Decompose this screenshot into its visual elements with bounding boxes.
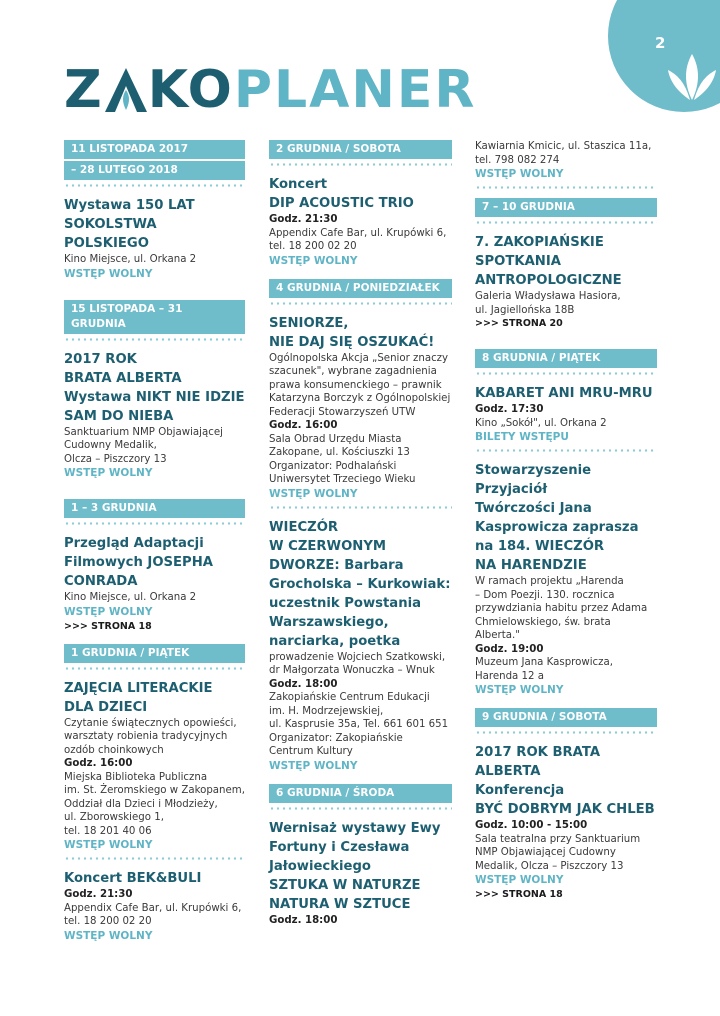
event-venue: tel. 18 200 02 20 bbox=[269, 241, 357, 252]
event-dip-acoustic-trio bbox=[269, 140, 452, 269]
event-time: Godz. 16:00 bbox=[64, 758, 133, 769]
event-wystawa-sokolstwa bbox=[64, 140, 245, 282]
event-venue: Olcza – Piszczory 13 bbox=[64, 453, 167, 465]
event-title: Twórczości Jana bbox=[475, 501, 592, 516]
event-title: uczestnik Powstania bbox=[269, 595, 422, 611]
event-title: CONRADA bbox=[64, 574, 138, 589]
dotted-divider bbox=[475, 449, 657, 452]
dotted-divider bbox=[269, 807, 452, 810]
event-time: Godz. 21:30 bbox=[269, 214, 338, 225]
column-1 bbox=[64, 140, 245, 944]
event-venue: im. H. Modrzejewskiej, bbox=[269, 705, 384, 717]
dotted-divider bbox=[269, 506, 452, 509]
event-venue: Appendix Cafe Bar, ul. Krupówki 6, bbox=[64, 902, 242, 914]
event-title: Stowarzyszenie Przyjaciół bbox=[475, 463, 592, 497]
event-title: DWORZE: Barbara bbox=[269, 557, 404, 573]
entry-label: WSTĘP WOLNY bbox=[475, 684, 564, 696]
event-title: 2017 ROK BRATA bbox=[475, 745, 601, 760]
event-venue: Organizator: Zakopiańskie bbox=[269, 732, 403, 744]
event-title: SZTUKA W NATURZE bbox=[269, 877, 421, 893]
event-venue: Kino „Sokół", ul. Orkana 2 bbox=[475, 417, 607, 429]
entry-label: WSTĘP WOLNY bbox=[269, 759, 358, 772]
event-wieczor-na-harendzie bbox=[475, 461, 657, 698]
event-venue: tel. 18 200 02 20 bbox=[64, 916, 152, 927]
event-title: 2017 ROK bbox=[64, 351, 137, 367]
event-time: Godz. 18:00 bbox=[269, 914, 338, 926]
event-venue: Cudowny Medalik, bbox=[64, 440, 157, 451]
event-title: ANTROPOLOGICZNE bbox=[475, 273, 622, 288]
event-venue: Oddział dla Dzieci i Młodzieży, bbox=[64, 798, 218, 810]
event-time: Godz. 10:00 - 15:00 bbox=[475, 820, 588, 831]
event-title: Warszawskiego, bbox=[269, 614, 389, 630]
entry-label: BILETY WSTĘPU bbox=[475, 431, 569, 443]
event-title: BRATA ALBERTA bbox=[64, 370, 182, 386]
logo-a-leaf-icon bbox=[103, 66, 149, 114]
event-continued bbox=[475, 140, 657, 182]
event-title: SAM DO NIEBA bbox=[64, 408, 174, 424]
event-venue: tel. 18 201 40 06 bbox=[64, 825, 152, 837]
event-venue: Sala teatralna przy Sanktuarium bbox=[475, 833, 641, 845]
dotted-divider bbox=[64, 857, 245, 860]
event-title: ZAJĘCIA LITERACKIE bbox=[64, 680, 213, 696]
event-description: prowadzenie Wojciech Szatkowski, bbox=[269, 651, 446, 663]
event-venue: Organizator: Podhalański bbox=[269, 460, 397, 472]
event-title: DLA DZIECI bbox=[64, 699, 148, 715]
event-title: SPOTKANIA bbox=[475, 254, 561, 269]
event-description: Federacji Stowarzyszeń UTW bbox=[269, 406, 416, 418]
event-description: W ramach projektu „Harenda bbox=[475, 576, 624, 587]
event-title: DIP ACOUSTIC TRIO bbox=[269, 196, 414, 211]
event-venue: Appendix Cafe Bar, ul. Krupówki 6, bbox=[269, 227, 447, 239]
event-venue: Centrum Kultury bbox=[269, 746, 353, 757]
date-bar: 1 – 3 GRUDNIA bbox=[64, 499, 245, 518]
event-spotkania-antropologiczne bbox=[475, 198, 657, 331]
event-description: – Dom Poezji. 130. rocznica bbox=[475, 589, 615, 601]
event-venue: ul. Jagiellońska 18B bbox=[475, 304, 575, 316]
event-title: Filmowych JOSEPHA bbox=[64, 555, 213, 570]
event-wieczor-czerwony-dwor bbox=[269, 518, 452, 774]
event-venue: ul. Zborowskiego 1, bbox=[64, 812, 164, 823]
event-venue: tel. 798 082 274 bbox=[475, 154, 560, 166]
entry-label: WSTĘP WOLNY bbox=[475, 168, 564, 180]
zakoplaner-logo bbox=[64, 60, 476, 120]
page-reference: >>> STRONA 18 bbox=[64, 620, 152, 632]
event-venue: Kino Miejsce, ul. Orkana 2 bbox=[64, 592, 197, 603]
event-time: Godz. 17:30 bbox=[475, 404, 544, 415]
entry-label: WSTĘP WOLNY bbox=[64, 929, 153, 942]
date-bar: 4 GRUDNIA / PONIEDZIAŁEK bbox=[269, 279, 452, 298]
event-title: WIECZÓR bbox=[269, 519, 339, 535]
event-przeglad-conrada bbox=[64, 499, 245, 634]
event-kabaret bbox=[475, 349, 657, 445]
event-venue: Zakopane, ul. Kościuszki 13 bbox=[269, 447, 410, 458]
event-seniorze bbox=[269, 279, 452, 502]
event-venue: Harenda 12 a bbox=[475, 670, 544, 682]
event-venue: Galeria Władysława Hasiora, bbox=[475, 291, 621, 302]
event-wernisaz bbox=[269, 784, 452, 928]
column-3 bbox=[475, 140, 657, 902]
page-number: 2 bbox=[655, 34, 666, 52]
event-title: Fortuny i Czesława bbox=[269, 839, 410, 855]
entry-label: WSTĘP WOLNY bbox=[64, 605, 153, 618]
event-zajecia-literackie bbox=[64, 644, 245, 854]
dotted-divider bbox=[64, 184, 245, 187]
date-bar: 6 GRUDNIA / ŚRODA bbox=[269, 784, 452, 803]
event-venue: Sala Obrad Urzędu Miasta bbox=[269, 433, 402, 445]
event-description: Katarzyna Borczyk z Ogólnopolskiej bbox=[269, 393, 451, 404]
event-venue: Kawiarnia Kmicic, ul. Staszica 11a, bbox=[475, 141, 652, 152]
event-title: KABARET ANI MRU-MRU bbox=[475, 386, 653, 401]
event-description: Ogólnopolska Akcja „Senior znaczy bbox=[269, 352, 449, 364]
event-title: SENIORZE, bbox=[269, 315, 349, 331]
dotted-divider bbox=[475, 731, 657, 734]
event-venue: Miejska Biblioteka Publiczna bbox=[64, 771, 208, 783]
event-venue: Muzeum Jana Kasprowicza, bbox=[475, 657, 613, 668]
event-time: Godz. 19:00 bbox=[475, 643, 544, 655]
event-description: Czytanie świątecznych opowieści, bbox=[64, 717, 237, 729]
leaf-icon bbox=[664, 40, 720, 102]
dotted-divider bbox=[269, 302, 452, 305]
dotted-divider bbox=[64, 522, 245, 525]
event-title: BYĆ DOBRYM JAK CHLEB bbox=[475, 802, 655, 817]
event-description: warsztaty robienia tradycyjnych bbox=[64, 731, 228, 742]
logo-text-ko: KO bbox=[147, 60, 234, 120]
event-description: prawa konsumenckiego – prawnik bbox=[269, 379, 442, 391]
dotted-divider bbox=[475, 372, 657, 375]
dotted-divider bbox=[64, 667, 245, 670]
event-venue: im. St. Żeromskiego w Zakopanem, bbox=[64, 785, 245, 796]
event-title: ALBERTA bbox=[475, 764, 541, 779]
entry-label: WSTĘP WOLNY bbox=[269, 487, 358, 500]
entry-label: WSTĘP WOLNY bbox=[269, 254, 358, 267]
event-description: przywdziania habitu przez Adama bbox=[475, 603, 648, 614]
date-bar: 7 – 10 GRUDNIA bbox=[475, 198, 657, 217]
date-bar: 11 LISTOPADA 2017 bbox=[64, 140, 245, 159]
event-venue: ul. Kasprusie 35a, Tel. 661 601 651 bbox=[269, 719, 449, 730]
event-rok-brata-alberta bbox=[64, 300, 245, 482]
event-time: Godz. 16:00 bbox=[269, 420, 338, 431]
event-title: Kasprowicza zaprasza bbox=[475, 520, 639, 535]
event-title: Konferencja bbox=[475, 783, 565, 798]
entry-label: WSTĘP WOLNY bbox=[475, 874, 564, 886]
event-venue: NMP Objawiającej Cudowny bbox=[475, 847, 616, 858]
event-title: NA HARENDZIE bbox=[475, 558, 587, 573]
event-venue: Uniwersytet Trzeciego Wieku bbox=[269, 474, 416, 485]
entry-label: WSTĘP WOLNY bbox=[64, 267, 153, 280]
event-title: na 184. WIECZÓR bbox=[475, 539, 605, 554]
event-description: ozdób choinkowych bbox=[64, 744, 164, 756]
event-title: NATURA W SZTUCE bbox=[269, 896, 411, 912]
event-description: szacunek", wybrane zagadnienia bbox=[269, 366, 437, 377]
event-title: Wystawa NIKT NIE IDZIE bbox=[64, 389, 245, 405]
event-venue: Kino Miejsce, ul. Orkana 2 bbox=[64, 254, 197, 265]
event-title: SOKOLSTWA POLSKIEGO bbox=[64, 217, 157, 251]
date-bar: 1 GRUDNIA / PIĄTEK bbox=[64, 644, 245, 663]
event-title: Koncert BEK&BULI bbox=[64, 871, 202, 886]
event-title: Wystawa 150 LAT bbox=[64, 198, 195, 213]
date-bar: – 28 LUTEGO 2018 bbox=[64, 161, 245, 180]
dotted-divider bbox=[64, 338, 245, 341]
event-title: NIE DAJ SIĘ OSZUKAĆ! bbox=[269, 334, 435, 350]
event-time: Godz. 18:00 bbox=[269, 678, 338, 690]
column-2 bbox=[269, 140, 452, 927]
date-bar: 8 GRUDNIA / PIĄTEK bbox=[475, 349, 657, 368]
event-byc-dobrym-jak-chleb bbox=[475, 708, 657, 902]
dotted-divider bbox=[269, 163, 452, 166]
event-title: Grocholska – Kurkowiak: bbox=[269, 576, 451, 592]
date-bar: 9 GRUDNIA / SOBOTA bbox=[475, 708, 657, 727]
event-title: 7. ZAKOPIAŃSKIE bbox=[475, 235, 604, 250]
event-title: Koncert bbox=[269, 177, 328, 192]
event-venue: Zakopiańskie Centrum Edukacji bbox=[269, 692, 430, 703]
entry-label: WSTĘP WOLNY bbox=[64, 467, 153, 479]
page-reference: >>> STRONA 20 bbox=[475, 318, 563, 329]
dotted-divider bbox=[475, 186, 657, 189]
date-bar: 15 LISTOPADA – 31 GRUDNIA bbox=[64, 300, 245, 334]
date-bar: 2 GRUDNIA / SOBOTA bbox=[269, 140, 452, 159]
event-title: Wernisaż wystawy Ewy bbox=[269, 820, 441, 836]
event-venue: Sanktuarium NMP Objawiającej bbox=[64, 426, 223, 438]
event-description: dr Małgorzata Wonuczka – Wnuk bbox=[269, 665, 435, 676]
page-reference: >>> STRONA 18 bbox=[475, 889, 563, 900]
entry-label: WSTĘP WOLNY bbox=[64, 839, 153, 851]
event-title: W CZERWONYM bbox=[269, 538, 387, 554]
event-title: Przegląd Adaptacji bbox=[64, 536, 204, 551]
event-venue: Medalik, Olcza – Piszczory 13 bbox=[475, 860, 624, 872]
logo-text-planer: PLANER bbox=[233, 60, 477, 120]
logo-text-z: Z bbox=[64, 60, 104, 120]
dotted-divider bbox=[475, 221, 657, 224]
event-time: Godz. 21:30 bbox=[64, 889, 133, 900]
event-title: narciarka, poetka bbox=[269, 633, 401, 649]
event-description: Chmielowskiego, św. brata Alberta." bbox=[475, 616, 611, 641]
event-koncert-bek-buli bbox=[64, 869, 245, 944]
event-title: Jałowieckiego bbox=[269, 858, 371, 874]
